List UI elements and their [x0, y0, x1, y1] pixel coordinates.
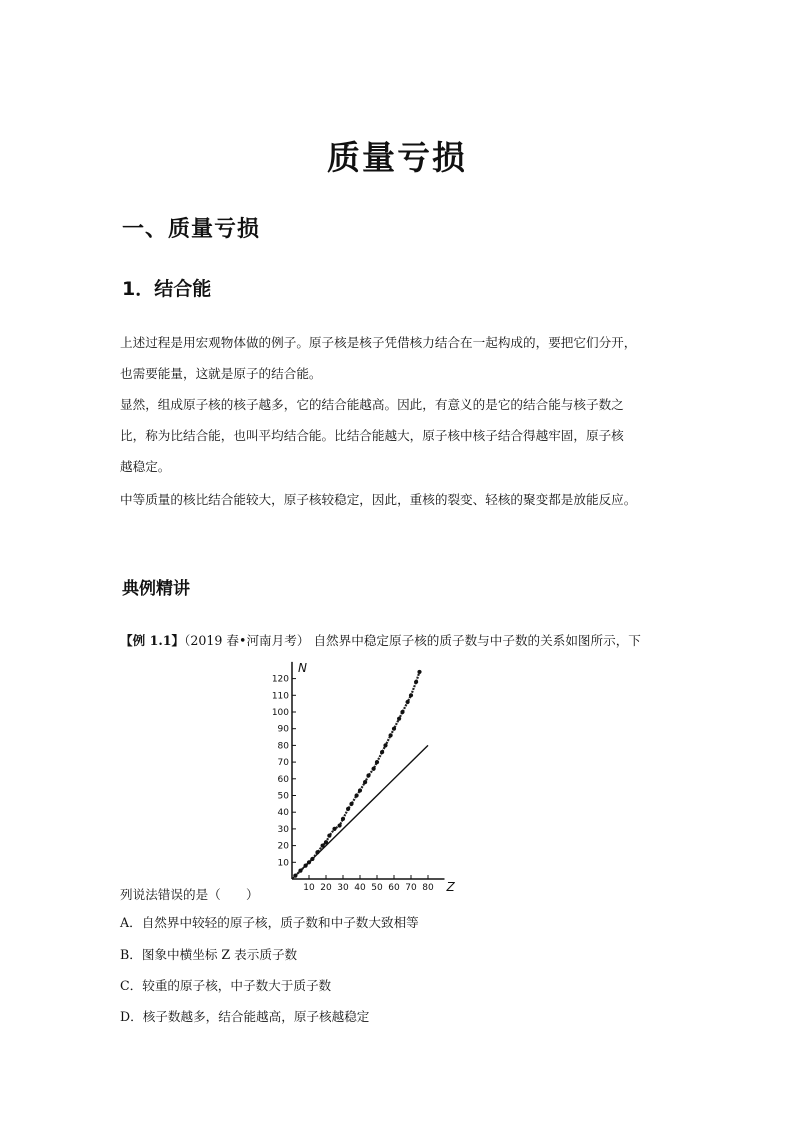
data-point [332, 827, 336, 831]
subsection-heading: 1．结合能 [122, 278, 212, 300]
data-point [375, 760, 379, 764]
question-text: 自然界中稳定原子核的质子数与中子数的关系如图所示，下 [313, 633, 641, 648]
data-point [304, 864, 308, 868]
data-point [389, 733, 393, 737]
paragraph-line: 比，称为比结合能，也叫平均结合能。比结合能越大，原子核中核子结合得越牢固，原子核 [120, 428, 624, 443]
data-point [358, 788, 362, 792]
y-tick-label: 30 [277, 824, 289, 835]
x-tick-label: 20 [320, 883, 332, 893]
data-point [349, 802, 353, 806]
data-point [397, 717, 401, 721]
data-point [315, 850, 319, 854]
examples-heading: 典例精讲 [122, 579, 190, 599]
y-tick-label: 20 [277, 841, 289, 852]
y-tick-label: 90 [277, 724, 289, 735]
y-tick-label: 100 [271, 708, 289, 718]
data-point [380, 750, 384, 754]
y-tick-label: 10 [277, 858, 289, 869]
option-d: D．核子数越多，结合能越高，原子核越稳定 [120, 1009, 370, 1024]
data-point [324, 840, 328, 844]
y-tick-label: 60 [277, 774, 289, 785]
data-point [372, 767, 376, 771]
paragraph-line: 显然，组成原子核的核子越多，它的结合能越高。因此，有意义的是它的结合能与核子数之 [120, 397, 624, 412]
data-point [327, 833, 331, 837]
paragraph-line: 上述过程是用宏观物体做的例子。原子核是核子凭借核力结合在一起构成的，要把它们分开， [120, 335, 637, 350]
data-point [310, 857, 314, 861]
nuclide-chart [270, 660, 470, 895]
data-point [392, 727, 396, 731]
data-point [400, 710, 404, 714]
data-point [363, 780, 367, 784]
x-tick-label: 80 [422, 883, 434, 893]
data-point [346, 807, 350, 811]
data-point [414, 680, 418, 684]
y-tick-label: 70 [277, 758, 289, 769]
data-point [406, 700, 410, 704]
data-point [417, 670, 421, 674]
x-tick-label: 40 [354, 883, 366, 893]
y-tick-label: 120 [271, 674, 289, 685]
x-tick-label: 30 [337, 883, 349, 893]
paragraph-line: 中等质量的核比结合能较大，原子核较稳定，因此，重核的裂变、轻核的聚变都是放能反应。 [120, 492, 637, 507]
data-point [293, 874, 297, 878]
question-continued: 列说法错误的是（ ） [120, 887, 259, 902]
y-axis-label: N [298, 660, 307, 675]
data-point [366, 773, 370, 777]
x-tick-label: 50 [371, 883, 383, 893]
data-point [321, 844, 325, 848]
data-point [341, 817, 345, 821]
stability-band-line [295, 672, 419, 876]
x-tick-label: 70 [405, 883, 417, 893]
data-point [355, 793, 359, 797]
y-tick-label: 50 [277, 791, 289, 802]
data-point [383, 743, 387, 747]
question-stem [120, 630, 641, 649]
data-point [298, 869, 302, 873]
data-point [307, 860, 311, 864]
y-tick-label: 110 [271, 691, 289, 702]
y-tick-label: 40 [277, 808, 289, 819]
data-point [409, 693, 413, 697]
question-source: （2019 春•河南月考） [184, 633, 310, 648]
y-tick-label: 80 [277, 741, 289, 752]
x-tick-label: 60 [388, 883, 400, 893]
question-tag: 【例 1.1】 [120, 633, 185, 648]
option-c: C．较重的原子核，中子数大于质子数 [120, 978, 332, 993]
option-b: B．图象中横坐标 Z 表示质子数 [120, 947, 298, 962]
page-title: 质量亏损 [327, 138, 467, 177]
section-heading: 一、质量亏损 [122, 216, 261, 242]
paragraph-line: 越稳定。 [120, 459, 171, 474]
data-point [338, 823, 342, 827]
x-axis-label: Z [446, 880, 455, 894]
x-tick-label: 10 [303, 883, 315, 893]
paragraph-line: 也需要能量，这就是原子的结合能。 [120, 366, 322, 381]
option-a: A．自然界中较轻的原子核，质子数和中子数大致相等 [120, 915, 419, 930]
